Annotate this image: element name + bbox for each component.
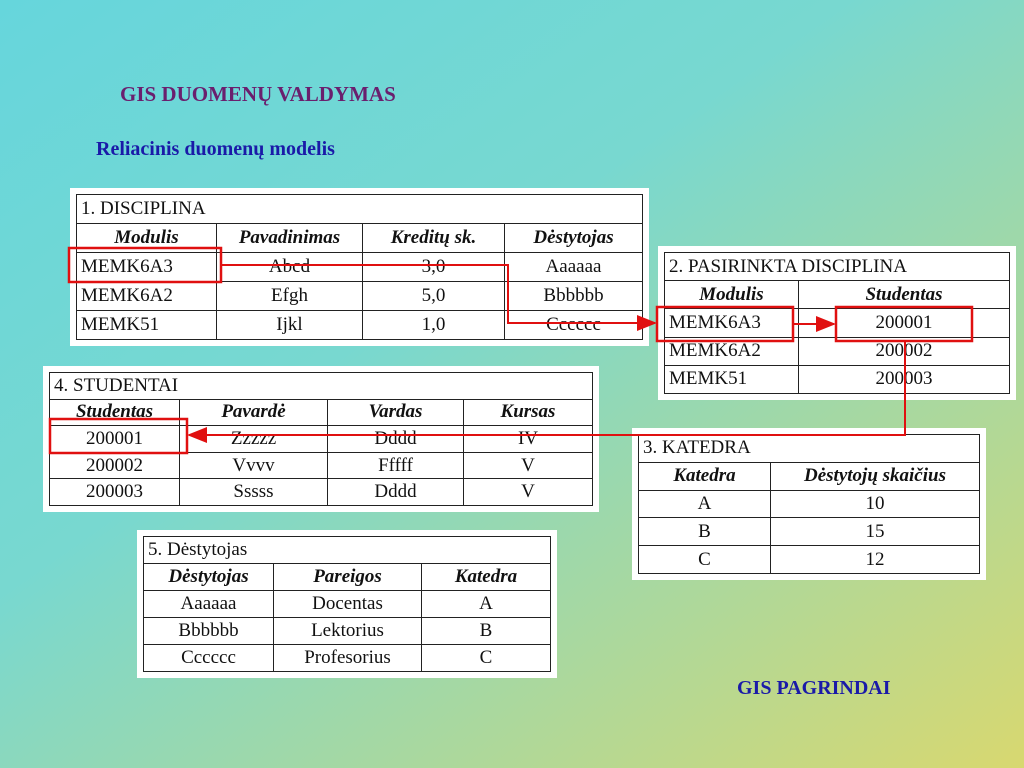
table-caption: 3. KATEDRA xyxy=(639,435,980,463)
column-header: Dėstytojų skaičius xyxy=(771,462,980,490)
table-cell: MEMK6A3 xyxy=(77,253,217,282)
table-cell: MEMK6A3 xyxy=(665,309,799,337)
table-cell: C xyxy=(639,546,771,574)
table-row xyxy=(77,282,643,311)
table-cell: 3,0 xyxy=(363,253,505,282)
table-cell: MEMK6A2 xyxy=(665,337,799,365)
table-caption: 4. STUDENTAI xyxy=(50,373,593,400)
table-row xyxy=(50,426,593,453)
table-cell: MEMK51 xyxy=(77,311,217,340)
table-row xyxy=(665,365,1010,393)
table-cell: C xyxy=(422,645,551,672)
table-row xyxy=(77,253,643,282)
table-cell: Aaaaaa xyxy=(144,591,274,618)
table-cell: Ijkl xyxy=(217,311,363,340)
column-header: Studentas xyxy=(50,399,180,426)
table-cell: Vvvv xyxy=(180,452,328,479)
table-studentai xyxy=(43,366,599,512)
table-cell: MEMK51 xyxy=(665,365,799,393)
table-cell: A xyxy=(639,490,771,518)
table-cell: 200002 xyxy=(50,452,180,479)
table-row xyxy=(144,591,551,618)
table-caption: 1. DISCIPLINA xyxy=(77,195,643,224)
table-cell: Bbbbbb xyxy=(144,618,274,645)
table-row xyxy=(665,309,1010,337)
table-destytojas xyxy=(137,530,557,678)
column-header: Katedra xyxy=(639,462,771,490)
table-cell: 200001 xyxy=(799,309,1010,337)
slide-title: GIS DUOMENŲ VALDYMAS xyxy=(120,82,396,106)
table-cell: Docentas xyxy=(274,591,422,618)
table-cell: Sssss xyxy=(180,479,328,506)
table-cell: 15 xyxy=(771,518,980,546)
column-header: Studentas xyxy=(799,281,1010,309)
column-header: Pavadinimas xyxy=(217,224,363,253)
table-row xyxy=(665,337,1010,365)
table-cell: 12 xyxy=(771,546,980,574)
table-row xyxy=(639,490,980,518)
footer-label: GIS PAGRINDAI xyxy=(737,677,891,699)
table-cell: Aaaaaa xyxy=(505,253,643,282)
table-cell: Zzzzz xyxy=(180,426,328,453)
table-disciplina xyxy=(70,188,649,346)
slide-subtitle: Reliacinis duomenų modelis xyxy=(96,138,335,160)
column-header: Dėstytojas xyxy=(505,224,643,253)
table-cell: 1,0 xyxy=(363,311,505,340)
table-katedra xyxy=(632,428,986,580)
table-cell: A xyxy=(422,591,551,618)
table-cell: Abcd xyxy=(217,253,363,282)
table-row xyxy=(144,645,551,672)
table-cell: V xyxy=(464,479,593,506)
table-cell: 10 xyxy=(771,490,980,518)
column-header: Pareigos xyxy=(274,564,422,591)
table-cell: Efgh xyxy=(217,282,363,311)
column-header: Katedra xyxy=(422,564,551,591)
table-cell: Fffff xyxy=(328,452,464,479)
table-row xyxy=(50,452,593,479)
table-cell: Dddd xyxy=(328,426,464,453)
table-cell: Cccccc xyxy=(505,311,643,340)
table-cell: 200001 xyxy=(50,426,180,453)
table-cell: Cccccc xyxy=(144,645,274,672)
table-row xyxy=(639,518,980,546)
table-caption: 5. Dėstytojas xyxy=(144,537,551,564)
table-caption: 2. PASIRINKTA DISCIPLINA xyxy=(665,253,1010,281)
table-cell: 5,0 xyxy=(363,282,505,311)
table-cell: 200003 xyxy=(799,365,1010,393)
table-pasirinkta-disciplina xyxy=(658,246,1016,400)
table-row xyxy=(144,618,551,645)
table-cell: Dddd xyxy=(328,479,464,506)
table-cell: Profesorius xyxy=(274,645,422,672)
column-header: Dėstytojas xyxy=(144,564,274,591)
table-cell: Lektorius xyxy=(274,618,422,645)
table-cell: IV xyxy=(464,426,593,453)
table-row xyxy=(639,546,980,574)
table-cell: 200002 xyxy=(799,337,1010,365)
table-row xyxy=(77,311,643,340)
column-header: Modulis xyxy=(77,224,217,253)
table-cell: B xyxy=(422,618,551,645)
column-header: Kursas xyxy=(464,399,593,426)
table-row xyxy=(50,479,593,506)
column-header: Vardas xyxy=(328,399,464,426)
table-cell: V xyxy=(464,452,593,479)
table-cell: MEMK6A2 xyxy=(77,282,217,311)
table-cell: 200003 xyxy=(50,479,180,506)
column-header: Pavardė xyxy=(180,399,328,426)
column-header: Modulis xyxy=(665,281,799,309)
table-cell: B xyxy=(639,518,771,546)
column-header: Kreditų sk. xyxy=(363,224,505,253)
table-cell: Bbbbbb xyxy=(505,282,643,311)
